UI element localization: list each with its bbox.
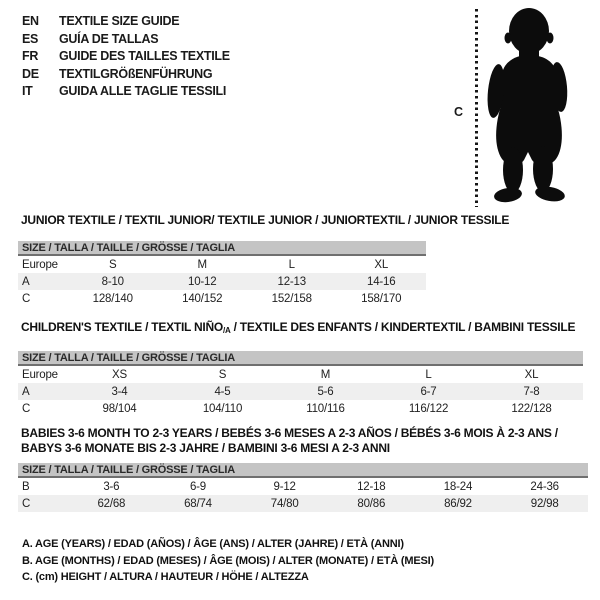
language-label: GUIDE DES TAILLES TEXTILE: [59, 49, 230, 63]
row-label: C: [18, 495, 68, 512]
height-cell: 158/170: [361, 292, 402, 305]
language-code: DE: [22, 66, 39, 81]
age-cell: 5-6: [274, 383, 377, 400]
children-title-main: CHILDREN'S TEXTILE / TEXTIL NIÑO: [21, 320, 223, 334]
height-cell: 92/98: [501, 495, 588, 512]
height-cell: 80/86: [328, 495, 415, 512]
babies-section-title-line2: BABYS 3-6 MONATE BIS 2-3 JAHRE / BAMBINI 3-6 MESI A 2-3 ANNI: [21, 441, 390, 455]
table-row: [18, 290, 426, 307]
legend-line-height: C. (cm) HEIGHT / ALTURA / HAUTEUR / HÖHE / ALTEZZA: [22, 571, 309, 583]
children-title-subscript: /A: [222, 326, 231, 335]
children-size-table: [18, 366, 583, 417]
babies-section-title-line1: BABIES 3-6 MONTH TO 2-3 YEARS / BEBÉS 3-6 MESES A 2-3 AÑOS / BÉBÉS 3-6 MOIS À 2-3 ANS /: [21, 426, 558, 440]
age-cell: 6-9: [189, 480, 206, 493]
size-cell: S: [109, 258, 117, 271]
legend-block: [22, 536, 434, 586]
age-cell: 14-16: [337, 273, 427, 290]
height-marker-dotted-line: [475, 9, 478, 207]
height-cell: 110/116: [306, 402, 345, 415]
age-cell: 3-4: [68, 383, 171, 400]
age-cell: 24-36: [530, 480, 559, 493]
age-cell: 10-12: [158, 273, 248, 290]
table-row: [18, 256, 426, 273]
row-label: A: [18, 273, 68, 290]
table-row: [18, 400, 583, 417]
height-cell: 116/122: [408, 402, 449, 415]
table-row: [18, 495, 588, 512]
junior-size-header-bar: SIZE / TALLA / TAILLE / GRÖSSE / TAGLIA: [18, 241, 426, 256]
table-row: [18, 478, 588, 495]
height-cell: 128/140: [92, 292, 133, 305]
language-row: [22, 13, 230, 31]
language-row: [22, 48, 230, 66]
toddler-silhouette-image: [487, 5, 589, 208]
figure-block: [445, 5, 595, 215]
age-cell: 7-8: [480, 383, 583, 400]
height-marker-label: C: [454, 105, 464, 119]
size-cell: L: [425, 368, 432, 381]
age-cell: 3-6: [103, 480, 120, 493]
language-row: [22, 66, 230, 84]
size-cell: XL: [374, 258, 389, 271]
age-cell: 4-5: [171, 383, 274, 400]
table-row: [18, 273, 426, 290]
height-cell: 68/74: [155, 495, 242, 512]
age-cell: 12-18: [357, 480, 386, 493]
row-label: A: [18, 383, 68, 400]
height-cell: 74/80: [241, 495, 328, 512]
table-row: [18, 383, 583, 400]
junior-size-table: [18, 256, 426, 307]
height-cell: 122/128: [511, 402, 552, 415]
size-cell: M: [320, 368, 331, 381]
language-label: GUIDA ALLE TAGLIE TESSILI: [59, 84, 227, 98]
size-cell: XS: [112, 368, 127, 381]
language-label: TEXTILGRÖßENFÜHRUNG: [59, 66, 213, 81]
age-cell: 8-10: [68, 273, 158, 290]
language-code: ES: [22, 31, 39, 46]
height-cell: 62/68: [68, 495, 155, 512]
section-children-textile: [18, 320, 583, 417]
table-row: [18, 366, 583, 383]
children-size-header-bar: SIZE / TALLA / TAILLE / GRÖSSE / TAGLIA: [18, 351, 583, 366]
size-cell: XL: [524, 368, 539, 381]
age-cell: 18-24: [443, 480, 473, 493]
size-cell: L: [288, 258, 295, 271]
age-cell: 6-7: [377, 383, 480, 400]
age-cell: 9-12: [273, 480, 296, 493]
size-cell: S: [218, 368, 227, 381]
language-code: IT: [22, 84, 33, 98]
babies-size-table: [18, 478, 588, 512]
height-cell: 140/152: [182, 292, 223, 305]
language-header: [22, 13, 230, 101]
row-label: C: [22, 402, 31, 415]
language-row: [22, 31, 230, 49]
size-cell: M: [197, 258, 207, 271]
height-cell: 86/92: [415, 495, 502, 512]
language-code: FR: [22, 49, 39, 63]
row-label: C: [22, 292, 31, 305]
children-section-title: [21, 320, 583, 338]
age-cell: 12-13: [247, 273, 337, 290]
children-title-rest: / TEXTILE DES ENFANTS / KINDERTEXTIL / BAMBINI TESSILE: [230, 320, 576, 334]
language-row: [22, 83, 230, 101]
legend-line-age-years: A. AGE (YEARS) / EDAD (AÑOS) / ÂGE (ANS) / ALTER (JAHRE) / ETÀ (ANNI): [22, 538, 404, 550]
row-label: B: [22, 480, 30, 493]
height-cell: 152/158: [271, 292, 312, 305]
junior-section-title: JUNIOR TEXTILE / TEXTIL JUNIOR/ TEXTILE JUNIOR / JUNIORTEXTIL / JUNIOR TESSILE: [21, 213, 510, 227]
legend-line-age-months: B. AGE (MONTHS) / EDAD (MESES) / ÂGE (MOIS) / ALTER (MONATE) / ETÀ (MESI): [22, 554, 434, 567]
row-label: Europe: [22, 258, 58, 271]
height-cell: 98/104: [102, 402, 137, 415]
height-cell: 104/110: [202, 402, 243, 415]
section-junior-textile: [18, 213, 510, 307]
row-label: Europe: [22, 368, 58, 381]
babies-size-header-bar: SIZE / TALLA / TAILLE / GRÖSSE / TAGLIA: [18, 463, 588, 478]
language-label: GUÍA DE TALLAS: [59, 31, 159, 46]
language-code: EN: [22, 14, 39, 28]
language-label: TEXTILE SIZE GUIDE: [59, 14, 180, 28]
section-babies-textile: [18, 426, 588, 512]
